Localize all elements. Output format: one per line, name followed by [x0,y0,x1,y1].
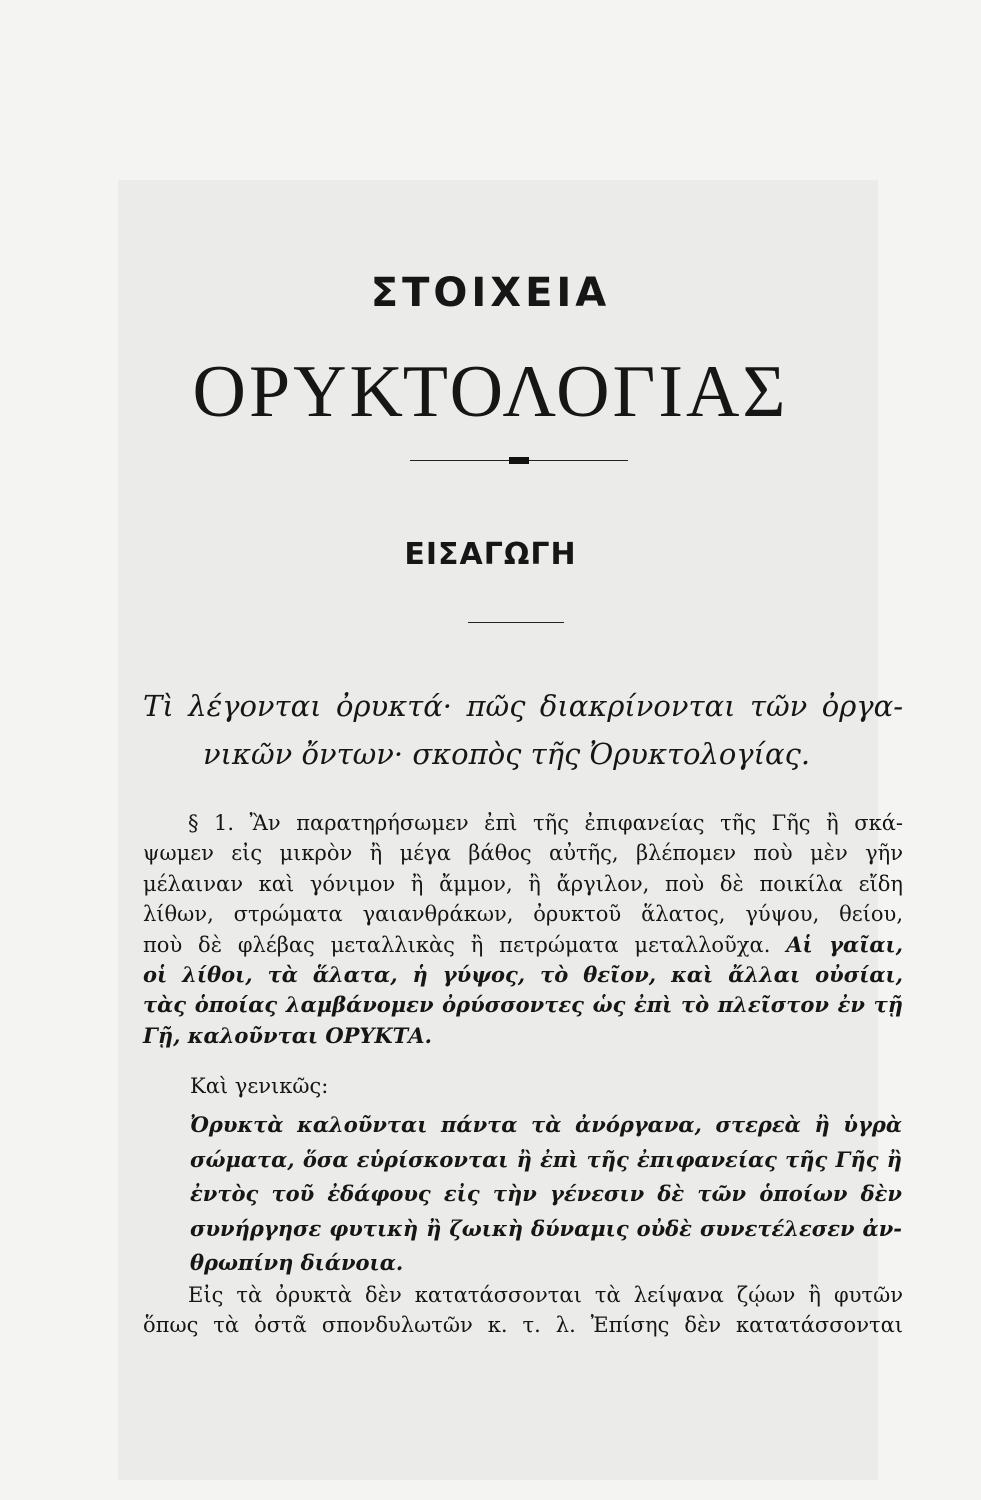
definition-block [190,1108,902,1281]
paragraph-line: Εἰς τὰ ὀρυκτὰ δὲν κατατάσσονται τὰ λείψανα ζῴων ἢ φυτῶν [188,1283,903,1307]
paragraph-line-plain: ποὺ δὲ φλέβας μεταλλικὰς ἢ πετρώματα μεταλλοῦχα. [143,932,771,957]
paragraph-line-emphasis: τὰς ὁποίας λαμβάνομεν ὀρύσσοντες ὡς ἐπὶ τὸ πλεῖστον ἐν τῇ [143,992,903,1018]
section-title: ΕΙΣΑΓΩΓΗ [404,537,577,572]
title-small: ΣΤΟΙΧΕΙΑ [370,270,611,316]
paragraph-line: μέλαιναν καὶ γόνιμον ἢ ἄμμον, ἢ ἄργιλον, ποὺ δὲ ποικίλα εἴδη [143,871,903,896]
title-divider-ornament [509,457,529,464]
definition-line: σώματα, ὅσα εὑρίσκονται ἢ ἐπὶ τῆς ἐπιφανείας τῆς Γῆς ἢ [190,1146,902,1172]
paragraph-line: λίθων, στρώματα γαιανθράκων, ὀρυκτοῦ ἅλατος, γύψου, θείου, [143,902,903,927]
definition-line: Ὀρυκτὰ καλοῦνται πάντα τὰ ἀνόργανα, στερεὰ ἢ ὑγρὰ [190,1112,902,1137]
paragraph-line: ψωμεν εἰς μικρὸν ἢ μέγα βάθος αὐτῆς, βλέπομεν ποὺ μὲν γῆν [143,841,903,866]
paragraph-line-emphasis: Αἱ γαῖαι, [786,931,903,957]
paragraph-line [143,930,903,960]
paragraph-line-emphasis: οἱ λίθοι, τὰ ἅλατα, ἡ γύψος, τὸ θεῖον, καὶ ἄλλαι οὐσίαι, [143,962,903,988]
generally-label: Καὶ γενικῶς: [190,1074,329,1098]
title-large: ΟΡΥΚΤΟΛΟΓΙΑΣ [192,351,789,433]
heading-line-1: Τὶ λέγονται ὀρυκτά· πῶς διακρίνονται τῶν ὀργα- [143,689,903,723]
paragraph-2 [143,1280,903,1341]
chapter-heading [143,682,903,778]
definition-line: θρωπίνη διάνοια. [190,1250,404,1275]
paragraph-line: ὅπως τὰ ὀστᾶ σπονδυλωτῶν κ. τ. λ. Ἐπίσης δὲν κατατάσσονται [143,1313,903,1338]
paragraph-1 [143,808,903,1051]
definition-line: ἐντὸς τοῦ ἐδάφους εἰς τὴν γένεσιν δὲ τῶν ὁποίων δὲν [190,1181,902,1206]
paragraph-line-emphasis: Γῇ, καλοῦνται ΟΡΥΚΤΑ. [143,1022,432,1048]
definition-line: συνήργησε φυτικὴ ἢ ζωικὴ δύναμις οὐδὲ συνετέλεσεν ἀν- [190,1215,902,1241]
section-divider [468,622,564,623]
heading-line-2: νικῶν ὄντων· σκοπὸς τῆς Ὀρυκτολογίας. [203,737,811,771]
paragraph-line: § 1. Ἂν παρατηρήσωμεν ἐπὶ τῆς ἐπιφανείας τῆς Γῆς ἢ σκά- [188,811,903,835]
